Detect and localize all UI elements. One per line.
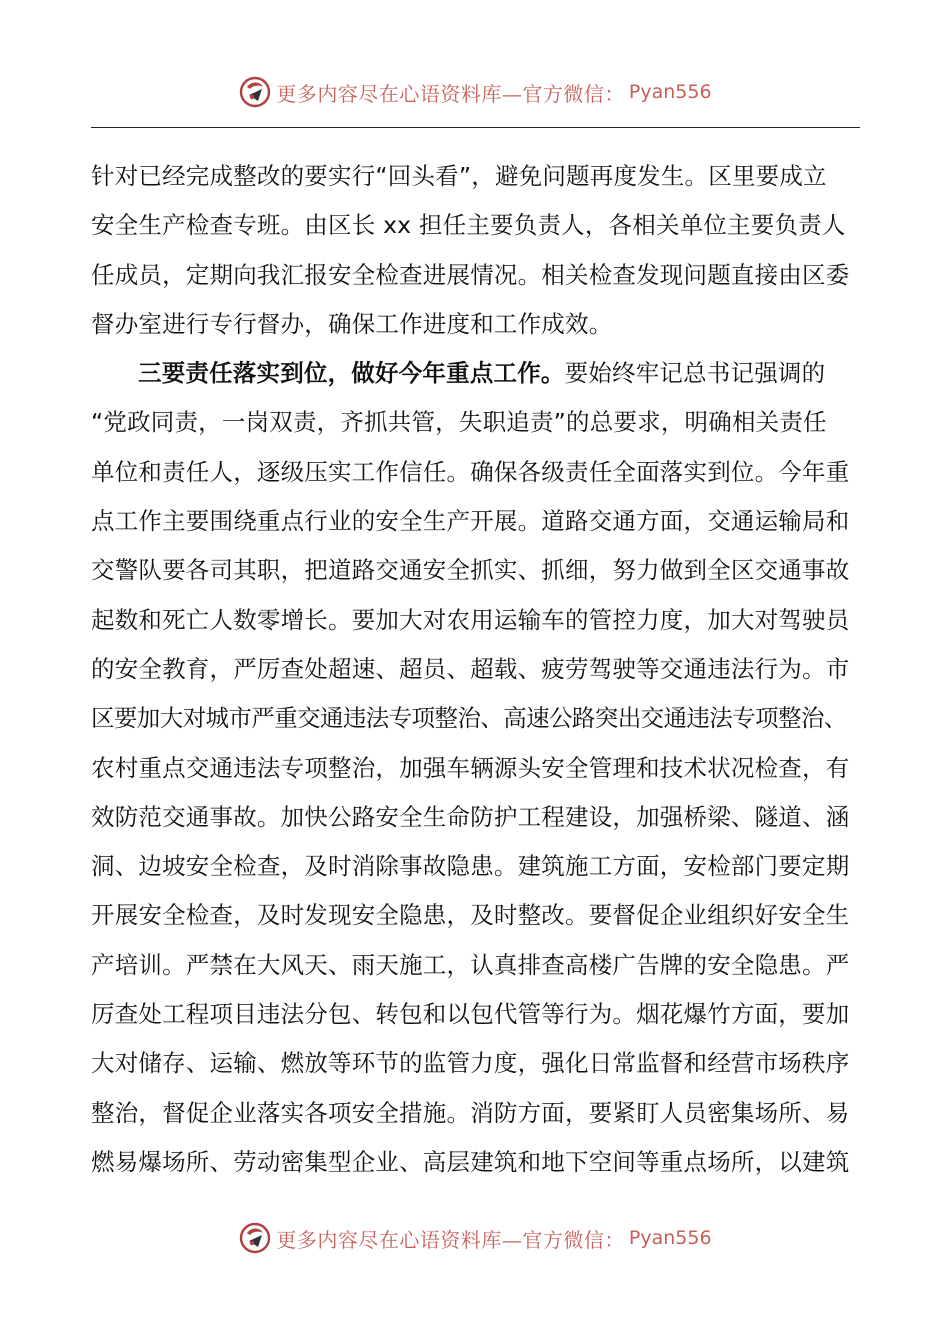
text-line: “党政同责，一岗双责，齐抓共管，失职追责”的总要求，明确相关责任 (91, 408, 827, 437)
watermark-text: 更多内容尽在心语资料库—官方微信： (276, 1227, 625, 1252)
text-line: 效防范交通事故。加快公路安全生命防护工程建设，加强桥梁、隧道、涵 (91, 802, 850, 831)
text-line: 厉查处工程项目违法分包、转包和以包代管等行为。烟花爆竹方面，要加 (91, 1000, 850, 1029)
logo-icon (238, 1221, 272, 1255)
section-heading-line (91, 349, 871, 398)
text-line: 安全生产检查专班。由区长 xx 担任主要负责人，各相关单位主要负责人 (91, 211, 846, 240)
text-line: 起数和死亡人数零增长。要加大对农用运输车的管控力度，加大对驾驶员 (91, 605, 850, 634)
watermark-code: Pyan556 (628, 81, 712, 103)
text-line: 任成员，定期向我汇报安全检查进展情况。相关检查发现问题直接由区委 (91, 260, 850, 289)
text-line: 的安全教育，严厉查处超速、超员、超载、疲劳驾驶等交通违法行为。市 (91, 654, 850, 683)
header-rule (91, 127, 860, 128)
text-line: 单位和责任人，逐级压实工作信任。确保各级责任全面落实到位。今年重 (91, 457, 850, 486)
text-line: 督办室进行专行督办，确保工作进度和工作成效。 (91, 309, 613, 338)
watermark-text: 更多内容尽在心语资料库—官方微信： (276, 81, 625, 106)
text-line: 点工作主要围绕重点行业的安全生产开展。道路交通方面，交通运输局和 (91, 507, 850, 536)
footer-watermark (0, 1218, 950, 1258)
text-line: 大对储存、运输、燃放等环节的监管力度，强化日常监督和经营市场秩序 (91, 1049, 850, 1078)
logo-icon (238, 75, 272, 109)
text-line: 开展安全检查，及时发现安全隐患，及时整改。要督促企业组织好安全生 (91, 901, 850, 930)
text-line: 燃易爆场所、劳动密集型企业、高层建筑和地下空间等重点场所，以建筑 (91, 1147, 850, 1176)
section-heading: 三要责任落实到位，做好今年重点工作。 (138, 359, 565, 388)
text-line: 整治，督促企业落实各项安全措施。消防方面，要紧盯人员密集场所、易 (91, 1098, 850, 1127)
text-line: 针对已经完成整改的要实行“回头看”，避免问题再度发生。区里要成立 (91, 162, 827, 190)
header-watermark (0, 72, 950, 112)
text-line: 区要加大对城市严重交通违法专项整治、高速公路突出交通违法专项整治、 (91, 704, 847, 733)
section-heading-rest: 要始终牢记总书记强调的 (564, 359, 826, 388)
text-line: 农村重点交通违法专项整治，加强车辆源头安全管理和技术状况检查，有 (91, 753, 850, 782)
text-line: 交警队要各司其职，把道路交通安全抓实、抓细，努力做到全区交通事故 (91, 556, 850, 585)
text-line: 洞、边坡安全检查，及时消除事故隐患。建筑施工方面，安检部门要定期 (91, 852, 850, 881)
watermark-code: Pyan556 (628, 1227, 712, 1249)
text-line: 产培训。严禁在大风天、雨天施工，认真排查高楼广告牌的安全隐患。严 (91, 950, 850, 979)
document-body (91, 152, 871, 1187)
